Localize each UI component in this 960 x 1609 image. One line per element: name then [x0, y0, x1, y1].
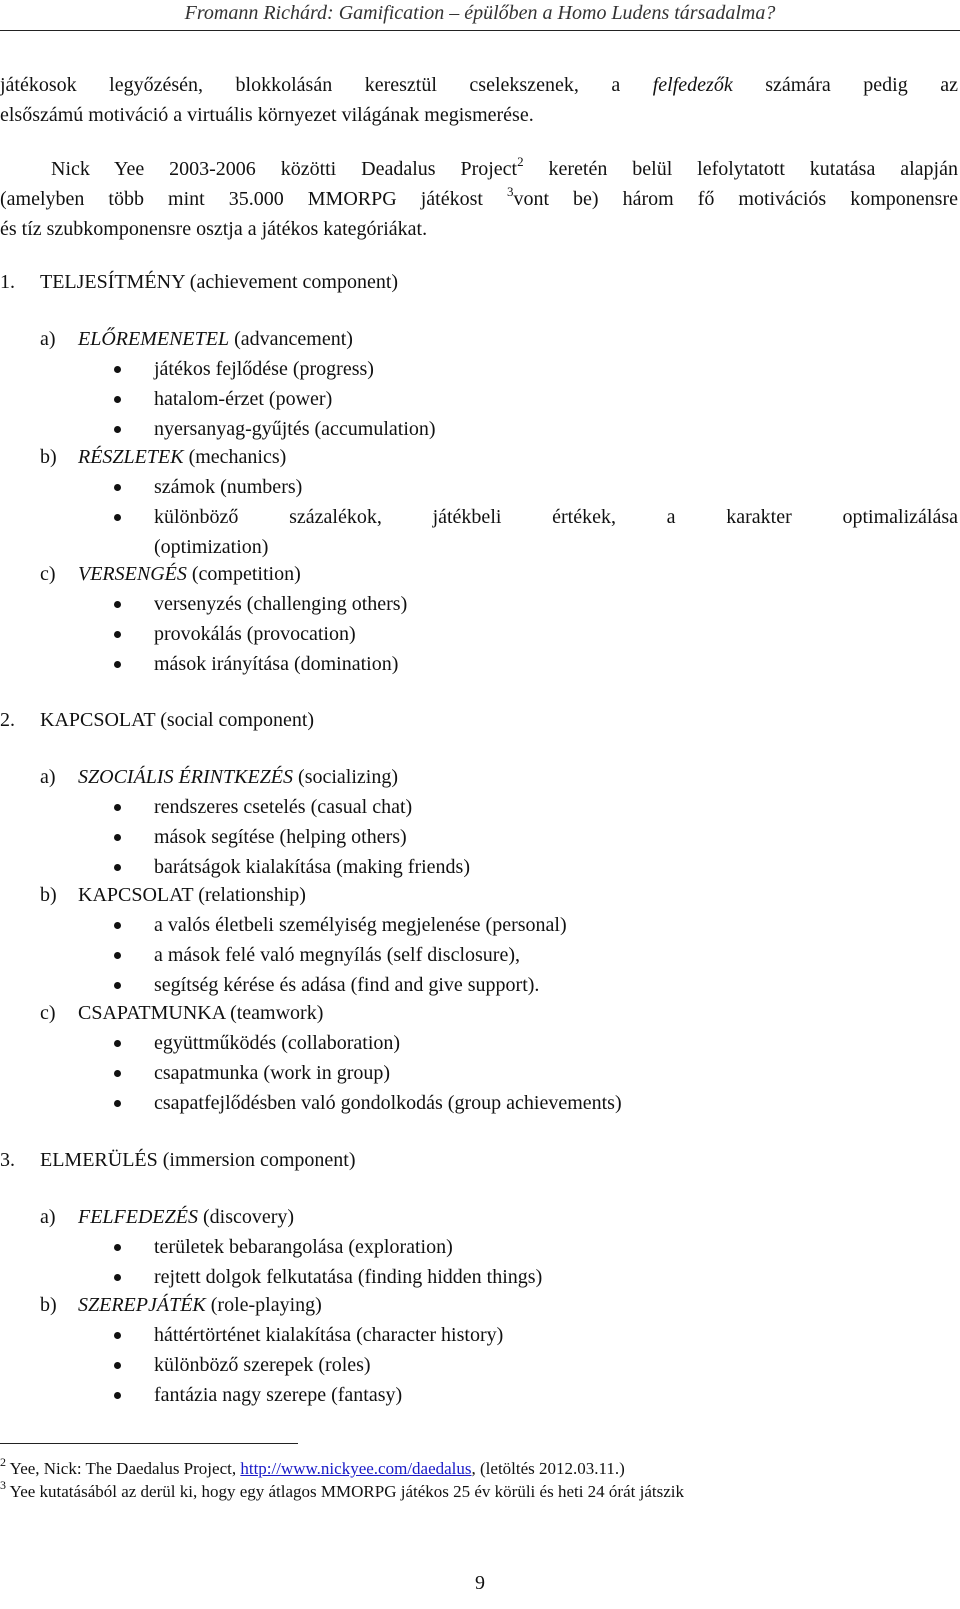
footnote-ref-3[interactable]: 3 — [506, 184, 514, 200]
bullet-icon — [114, 1392, 121, 1399]
bullet-icon — [114, 514, 121, 521]
list-item: provokálás (provocation) — [114, 619, 316, 649]
section-social: 2. KAPCSOLAT (social component) — [0, 709, 315, 731]
footnote-3: $^3$ Yee kutatásából az derül ki, hogy egy átlagos MMORPG játékos 25 év körüli és heti 24 órát játszik — [0, 1478, 684, 1501]
bullet-icon — [114, 804, 121, 811]
section-immersion: 3. ELMERÜLÉS (immersion component) — [0, 1149, 356, 1171]
bullet-icon — [114, 1100, 121, 1107]
bullet-icon — [114, 1040, 121, 1047]
list-item: a valós életbeli személyiség megjelenése (personal) — [114, 910, 527, 940]
bullet-icon — [114, 1070, 121, 1077]
subsection-competition: c) VERSENGÉS (competition) — [40, 563, 301, 585]
footnote-2: $^2$ Yee, Nick: The Daedalus Project, http://www.nickyee.com/daedalus, (letöltés 2012.03.11.) — [0, 1455, 625, 1478]
list-item: játékos fejlődése (progress) — [114, 354, 334, 384]
bullet-icon — [114, 661, 121, 668]
list-item: mások segítése (helping others) — [114, 822, 367, 852]
page-number: 9 — [475, 1572, 485, 1594]
bullet-icon — [114, 631, 121, 638]
footnote-ref-2[interactable]: 2 — [517, 154, 524, 170]
intro-paragraph — [0, 70, 958, 130]
bullet-icon — [114, 484, 121, 491]
subsection-socializing: a) SZOCIÁLIS ÉRINTKEZÉS (socializing) — [40, 766, 398, 788]
section-title: ELMERÜLÉS (immersion component) — [40, 1149, 356, 1171]
section-title: KAPCSOLAT (social component) — [40, 709, 315, 731]
list-item: barátságok kialakítása (making friends) — [114, 852, 430, 882]
list-item: csapatmunka (work in group) — [114, 1058, 350, 1088]
yee-line-1: Nick Yee 2003-2006 közötti Deadalus Project$^2$ keretén belül lefolytatott kutatása alapján — [51, 154, 958, 180]
list-item: együttműködés (collaboration) — [114, 1028, 360, 1058]
list-item: rendszeres csetelés (casual chat) — [114, 792, 372, 822]
bullet-icon — [114, 1244, 121, 1251]
list-item: fantázia nagy szerepe (fantasy) — [114, 1380, 362, 1410]
yee-line-2: (amelyben több mint 35.000 MMORPG játékost $^3$vont be) három fő motivációs komponensre — [0, 184, 958, 210]
bullet-icon — [114, 1274, 121, 1281]
section-title: TELJESÍTMÉNY (achievement component) — [40, 271, 399, 293]
subsection-teamwork: c) CSAPATMUNKA (teamwork) — [40, 1002, 324, 1024]
list-item: a mások felé való megnyílás (self disclosure), — [114, 940, 480, 970]
subsection-role-playing: b) SZEREPJÁTÉK (role-playing) — [40, 1294, 322, 1316]
bullet-icon — [114, 366, 121, 373]
intro-line-2: elsőszámú motiváció a virtuális környezet világának megismerése. — [0, 104, 534, 126]
yee-paragraph — [0, 154, 958, 244]
subsection-discovery: a) FELFEDEZÉS (discovery) — [40, 1206, 295, 1228]
section-achievement: 1. TELJESÍTMÉNY (achievement component) — [0, 271, 399, 293]
list-item: segítség kérése és adása (find and give support). — [114, 970, 499, 1000]
bullet-icon — [114, 864, 121, 871]
list-item: területek bebarangolása (exploration) — [114, 1232, 413, 1262]
yee-line-3: és tíz szubkomponensre osztja a játékos kategóriákat. — [0, 218, 428, 240]
list-item: rejtett dolgok felkutatása (finding hidden things) — [114, 1262, 502, 1292]
bullet-icon — [114, 834, 121, 841]
header-divider — [0, 30, 960, 31]
felfedezok-term: felfedezők — [652, 74, 733, 96]
subsection-relationship: b) KAPCSOLAT (relationship) — [40, 884, 306, 906]
bullet-icon — [114, 1362, 121, 1369]
bullet-icon — [114, 426, 121, 433]
list-item: mások irányítása (domination) — [114, 649, 358, 679]
subsection-mechanics: b) RÉSZLETEK (mechanics) — [40, 446, 287, 468]
list-item: nyersanyag-gyűjtés (accumulation) — [114, 414, 396, 444]
bullet-icon — [114, 982, 121, 989]
running-header: Fromann Richárd: Gamification – épülőben a Homo Ludens társadalma? — [184, 2, 776, 24]
footnote-divider — [0, 1443, 298, 1444]
list-item: hatalom-érzet (power) — [114, 384, 292, 414]
list-item: versenyzés (challenging others) — [114, 589, 367, 619]
subsection-advancement: a) ELŐREMENETEL (advancement) — [40, 328, 353, 350]
daedalus-link[interactable]: http://www.nickyee.com/daedalus — [240, 1459, 472, 1478]
list-item: különböző szerepek (roles) — [114, 1350, 331, 1380]
list-item: csapatfejlődésben való gondolkodás (group achievements) — [114, 1088, 582, 1118]
bullet-icon — [114, 601, 121, 608]
intro-line-1: játékosok legyőzésén, blokkolásán keresztül cselekszenek, a felfedezők számára pedig az — [0, 74, 958, 96]
bullet-icon — [114, 1332, 121, 1339]
bullet-icon — [114, 396, 121, 403]
list-item: számok (numbers) — [114, 472, 262, 502]
bullet-icon — [114, 922, 121, 929]
list-item: háttértörténet kialakítása (character history) — [114, 1320, 463, 1350]
bullet-icon — [114, 952, 121, 959]
